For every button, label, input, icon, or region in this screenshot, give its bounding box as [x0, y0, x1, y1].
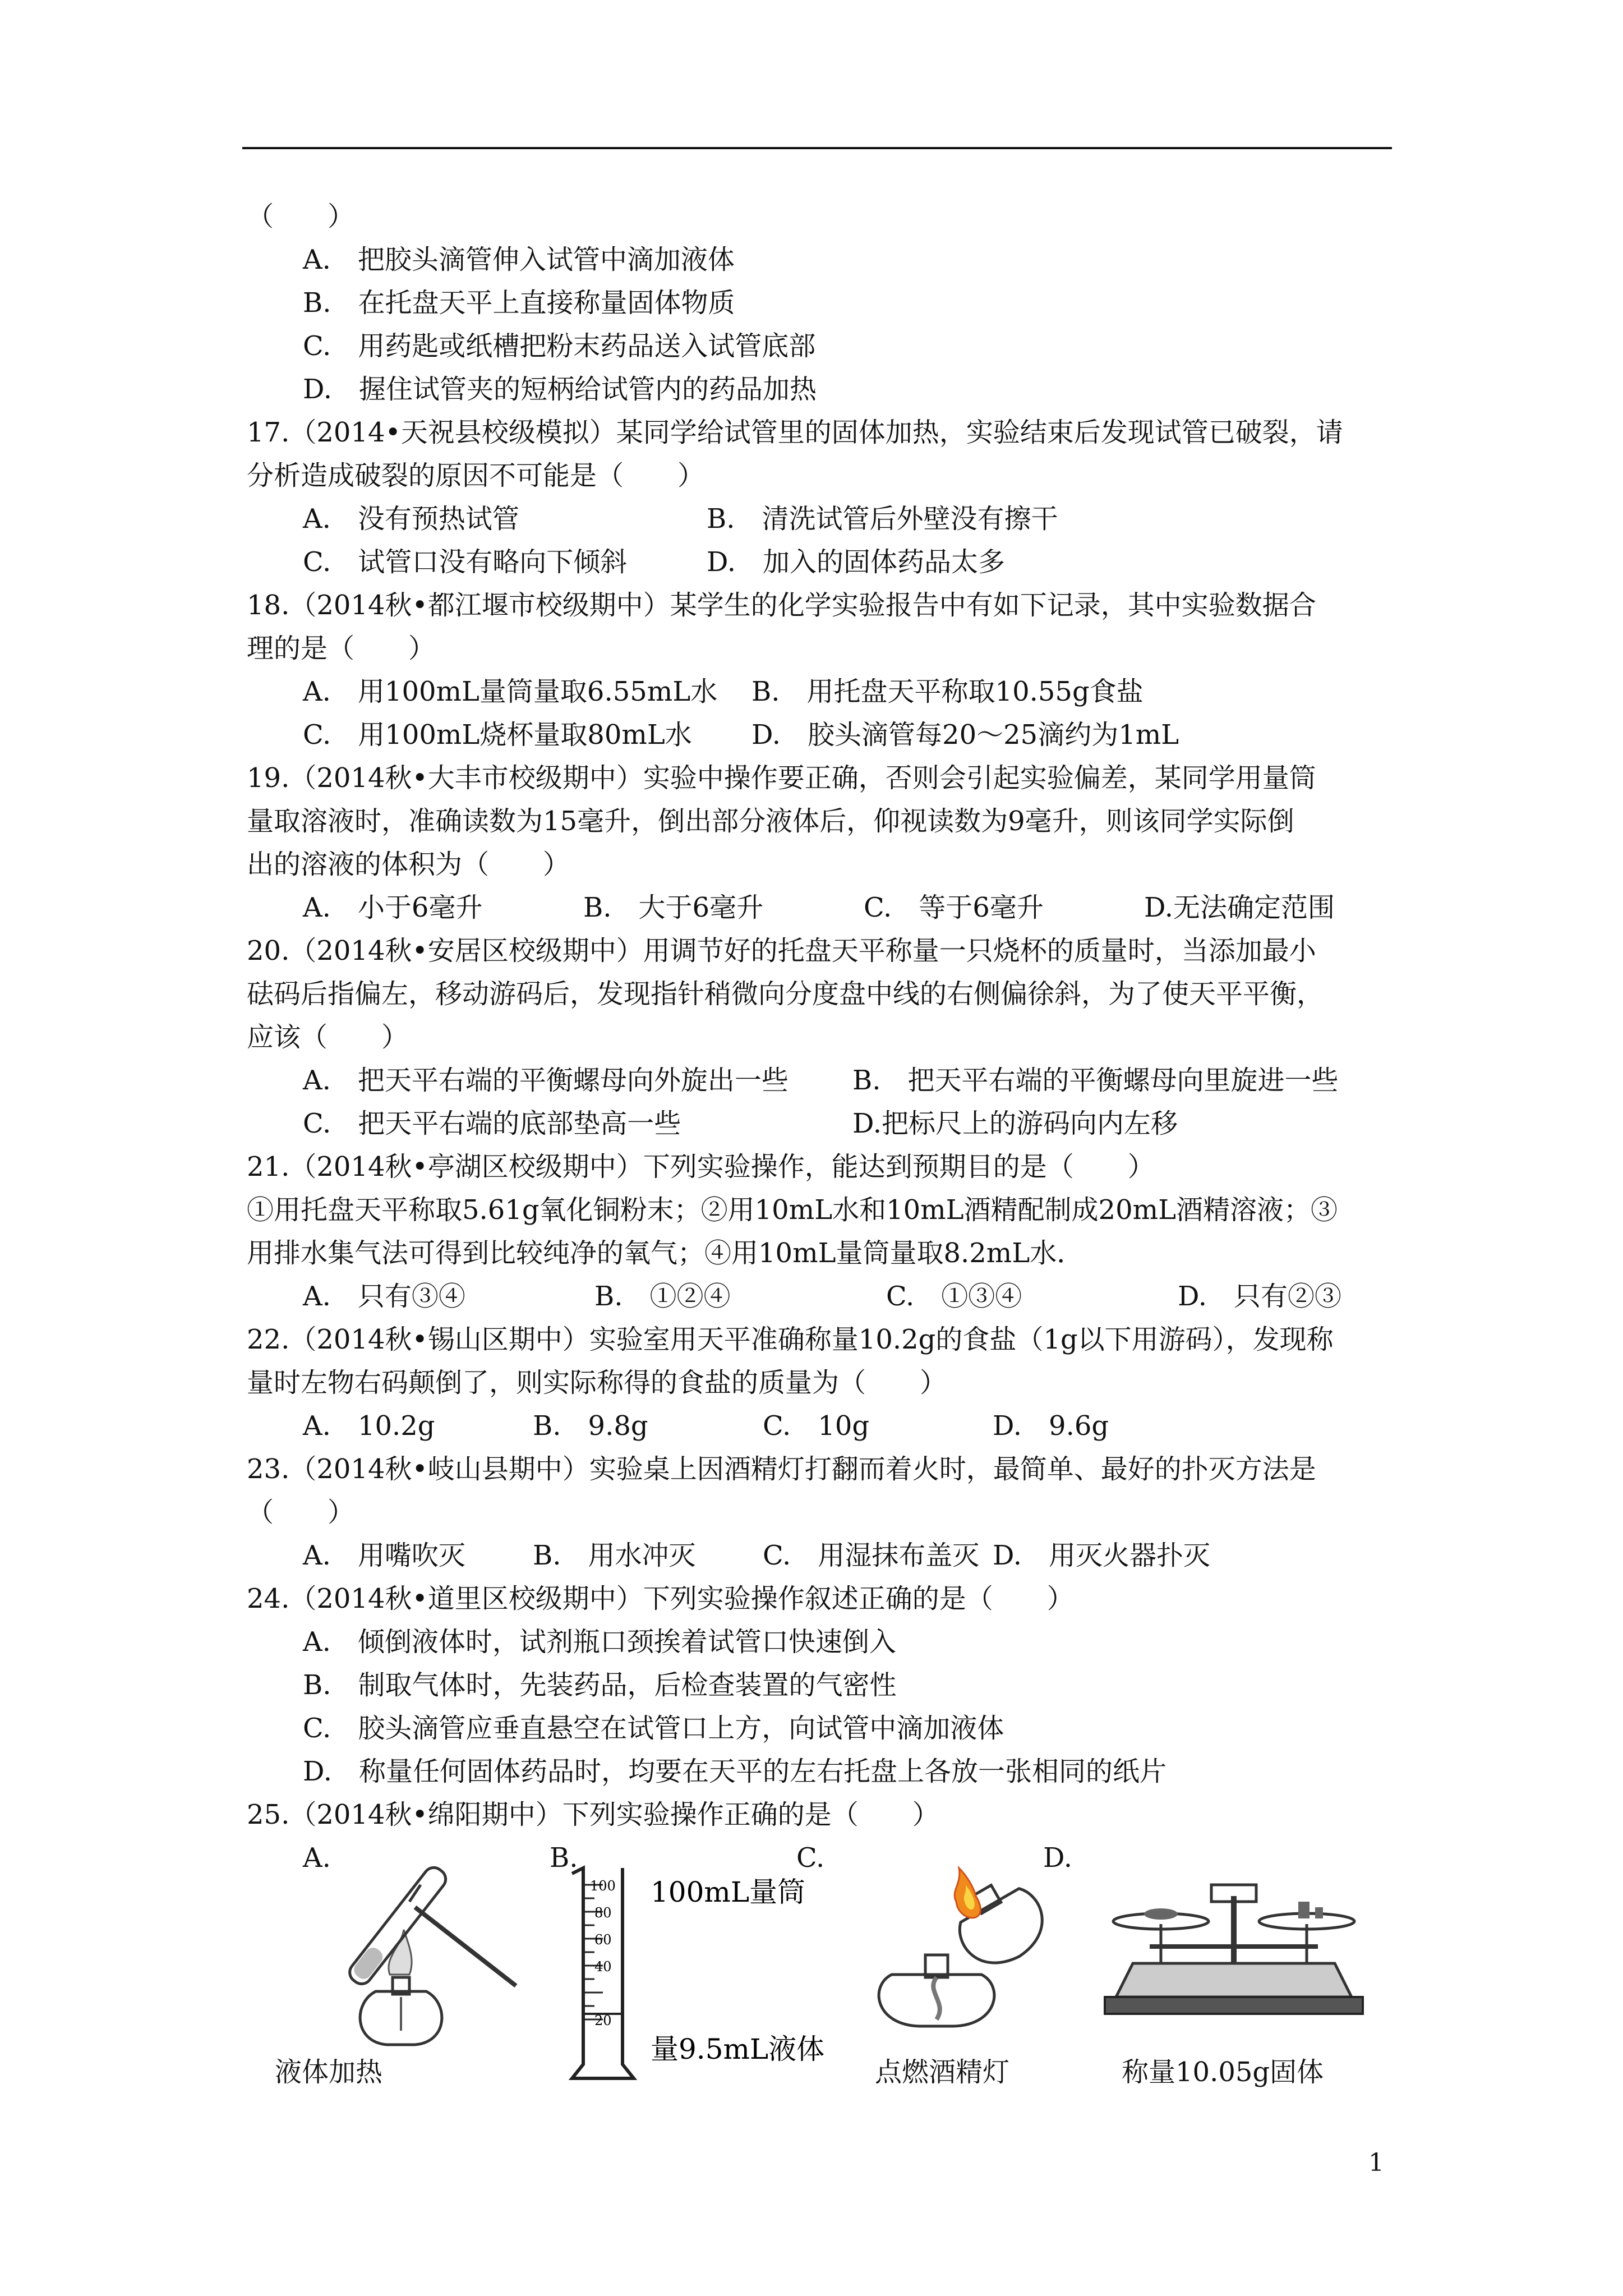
caption-light-lamp: 点燃酒精灯 [875, 2056, 1010, 2088]
q20-option-c: C. 把天平右端的底部垫高一些 [303, 1108, 681, 1139]
cylinder-label-top: 100mL量筒 [651, 1876, 806, 1908]
q25-label-d: D. [1043, 1842, 1073, 1874]
q18-option-c: C. 用100mL烧杯量取80mL水 [303, 719, 692, 751]
cylinder-tick-20: 20 [594, 2013, 612, 2028]
question-text [247, 195, 1402, 1880]
q23-option-c: C. 用湿抹布盖灭 [763, 1540, 980, 1571]
q24-stem: 24.（2014秋•道里区校级期中）下列实验操作叙述正确的是（ ） [247, 1583, 1074, 1614]
q17-option-b: B. 清洗试管后外壁没有擦干 [707, 503, 1058, 535]
q18-stem: 18.（2014秋•都江堰市校级期中）某学生的化学实验报告中有如下记录，其中实验数据合 [247, 590, 1316, 621]
q17-options-row2 [247, 541, 1402, 584]
q16-paren: （ ） [247, 201, 355, 232]
q23-option-b: B. 用水冲灭 [533, 1540, 696, 1571]
q25-label-a: A. [303, 1842, 331, 1874]
q23-options [247, 1534, 1402, 1577]
q20-option-a: A. 把天平右端的平衡螺母向外旋出一些 [303, 1065, 789, 1096]
q22-stem: 22.（2014秋•锡山区期中）实验室用天平准确称量10.2g的食盐（1g以下用游码），发现称 [247, 1324, 1334, 1355]
q19-option-d: D.无法确定范围 [1144, 892, 1335, 923]
q22-options [247, 1405, 1402, 1448]
q21-options [247, 1275, 1402, 1318]
q21-stem: 21.（2014秋•亭湖区校级期中）下列实验操作，能达到预期目的是（ ） [247, 1151, 1155, 1182]
q16-option-c: C. 用药匙或纸槽把粉末药品送入试管底部 [303, 330, 816, 362]
q24-option-a: A. 倾倒液体时，试剂瓶口颈挨着试管口快速倒入 [303, 1626, 896, 1658]
q22-option-d: D. 9.6g [993, 1410, 1109, 1442]
q24-option-c: C. 胶头滴管应垂直悬空在试管口上方，向试管中滴加液体 [303, 1713, 1004, 1744]
q21-option-b: B. ①②④ [594, 1281, 731, 1312]
q17-option-c: C. 试管口没有略向下倾斜 [303, 546, 628, 578]
q22-option-c: C. 10g [763, 1410, 870, 1442]
q18-option-a: A. 用100mL量筒量取6.55mL水 [303, 676, 718, 707]
q19-option-b: B. 大于6毫升 [583, 892, 764, 923]
liquid-heating-figure [331, 1862, 533, 2053]
q18-option-d: D. 胶头滴管每20～25滴约为1mL [751, 719, 1179, 751]
q20-stem: 20.（2014秋•安居区校级期中）用调节好的托盘天平称量一只烧杯的质量时，当添加最小 [247, 935, 1316, 967]
q24-option-b: B. 制取气体时，先装药品，后检查装置的气密性 [303, 1669, 897, 1701]
q20-stem-cont2: 应该（ ） [247, 1022, 409, 1053]
q18-options-row2 [247, 714, 1402, 757]
q16-option-d: D. 握住试管夹的短柄给试管内的药品加热 [303, 374, 817, 405]
q23-stem-cont: （ ） [247, 1497, 355, 1528]
q21-option-d: D. 只有②③ [1178, 1281, 1342, 1312]
caption-weigh-solid: 称量10.05g固体 [1122, 2056, 1324, 2088]
q17-option-d: D. 加入的固体药品太多 [707, 546, 1006, 578]
q25-label-c: C. [796, 1842, 825, 1874]
q17-option-a: A. 没有预热试管 [303, 503, 519, 535]
q20-option-d: D.把标尺上的游码向内左移 [852, 1108, 1178, 1139]
q17-stem: 17.（2014•天祝县校级模拟）某同学给试管里的固体加热，实验结束后发现试管已破裂，请 [247, 417, 1343, 448]
q18-options-row1 [247, 670, 1402, 714]
q19-options [247, 886, 1402, 930]
q22-stem-cont: 量时左物右码颠倒了，则实际称得的食盐的质量为（ ） [247, 1367, 947, 1398]
cylinder-tick-40: 40 [594, 1959, 612, 1975]
cylinder-label-bottom: 量9.5mL液体 [651, 2033, 825, 2065]
q25-label-b: B. [550, 1842, 578, 1874]
q21-option-a: A. 只有③④ [303, 1281, 465, 1312]
q23-stem: 23.（2014秋•岐山县期中）实验桌上因酒精灯打翻而着火时，最简单、最好的扑灭方法是 [247, 1453, 1316, 1485]
q23-option-d: D. 用灭火器扑灭 [993, 1540, 1211, 1571]
q19-option-c: C. 等于6毫升 [864, 892, 1044, 923]
q20-options-row2 [247, 1102, 1402, 1145]
cylinder-tick-100: 100 [590, 1878, 616, 1894]
q20-options-row1 [247, 1059, 1402, 1102]
q18-stem-cont: 理的是（ ） [247, 633, 436, 664]
q18-option-b: B. 用托盘天平称取10.55g食盐 [751, 676, 1144, 707]
q21-option-c: C. ①③④ [886, 1281, 1022, 1312]
cylinder-tick-80: 80 [594, 1905, 612, 1921]
q16-option-b: B. 在托盘天平上直接称量固体物质 [303, 287, 735, 319]
page-number: 1 [1368, 2148, 1384, 2177]
q17-stem-cont: 分析造成破裂的原因不可能是（ ） [247, 460, 705, 491]
q20-stem-cont: 砝码后指偏左，移动游码后，发现指针稍微向分度盘中线的右侧偏徐斜，为了使天平平衡， [247, 978, 1324, 1010]
q25-figures [247, 1862, 1402, 2098]
cylinder-tick-60: 60 [594, 1932, 612, 1948]
q22-option-b: B. 9.8g [533, 1410, 648, 1442]
q24-option-d: D. 称量任何固体药品时，均要在天平的左右托盘上各放一张相同的纸片 [303, 1756, 1167, 1787]
header-rule [242, 147, 1392, 149]
graduated-cylinder-figure [561, 1862, 830, 2087]
q19-stem: 19.（2014秋•大丰市校级期中）实验中操作要正确，否则会引起实验偏差，某同学用量筒 [247, 762, 1316, 794]
balance-figure [1099, 1862, 1368, 2031]
q16-option-a: A. 把胶头滴管伸入试管中滴加液体 [303, 244, 735, 275]
q20-option-b: B. 把天平右端的平衡螺母向里旋进一些 [852, 1065, 1339, 1096]
q17-options-row1 [247, 498, 1402, 541]
q21-stem-cont2: 用排水集气法可得到比较纯净的氧气；④用10mL量筒量取8.2mL水． [247, 1237, 1084, 1269]
q19-option-a: A. 小于6毫升 [303, 892, 483, 923]
q23-option-a: A. 用嘴吹灭 [303, 1540, 465, 1571]
caption-liquid-heating: 液体加热 [275, 2056, 383, 2088]
alcohol-lamp-figure [858, 1862, 1071, 2031]
q19-stem-cont: 量取溶液时，准确读数为15毫升，倒出部分液体后，仰视读数为9毫升，则该同学实际倒 [247, 806, 1294, 837]
q19-stem-cont2: 出的溶液的体积为（ ） [247, 849, 570, 880]
q25-stem: 25.（2014秋•绵阳期中）下列实验操作正确的是（ ） [247, 1799, 939, 1830]
q21-stem-cont: ①用托盘天平称取5.61g氧化铜粉末；②用10mL水和10mL酒精配制成20mL酒精溶液；③ [247, 1194, 1338, 1226]
q22-option-a: A. 10.2g [303, 1410, 435, 1442]
